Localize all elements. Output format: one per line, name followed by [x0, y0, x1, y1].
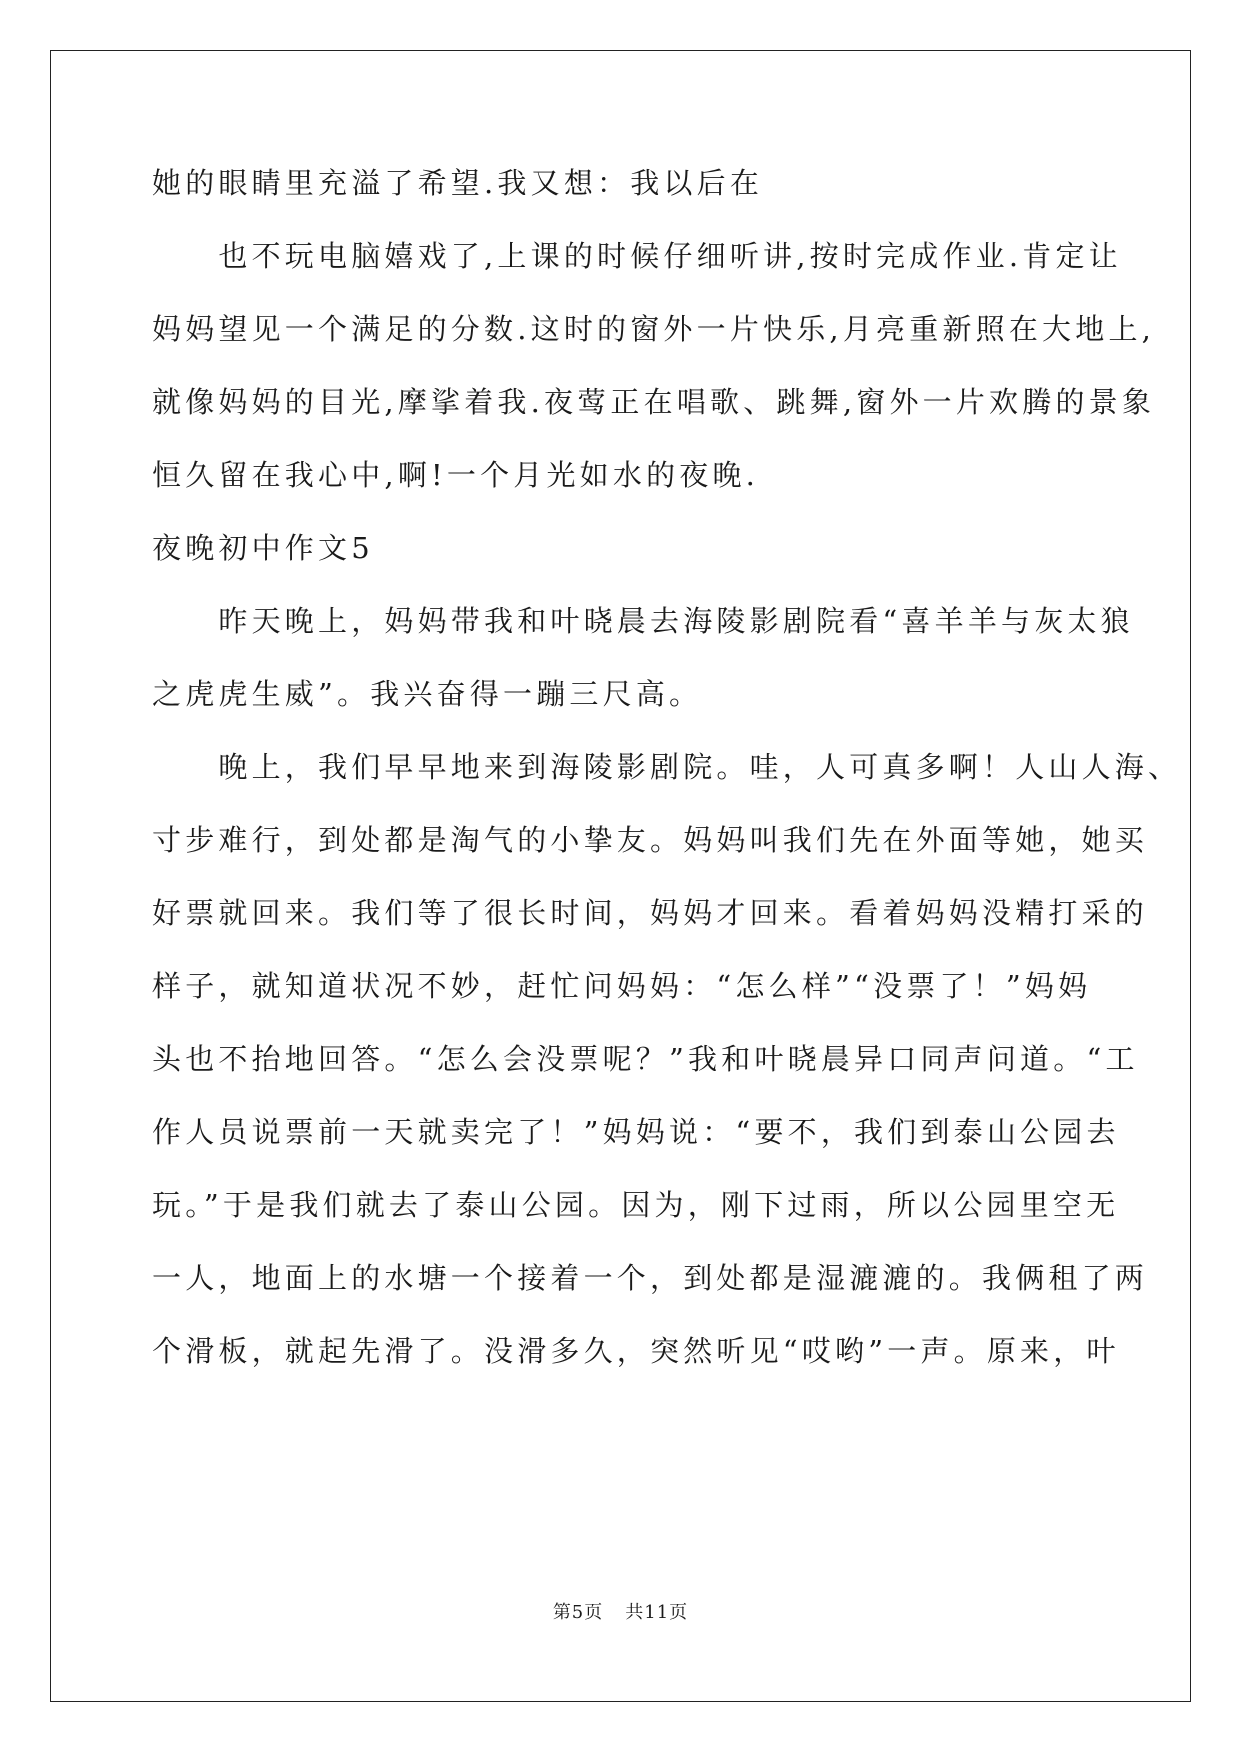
page-total: 共11页: [625, 1602, 689, 1623]
page-border: [50, 50, 1191, 1702]
text-line: 好票就回来。我们等了很长时间，妈妈才回来。看着妈妈没精打采的: [152, 896, 1149, 930]
section-heading: 夜晚初中作文5: [152, 531, 374, 565]
text-line: 之虎虎生威”。我兴奋得一蹦三尺高。: [152, 677, 703, 711]
page-footer: [0, 1598, 1241, 1624]
text-line: 就像妈妈的目光,摩挲着我.夜莺正在唱歌、跳舞,窗外一片欢腾的景象: [152, 385, 1156, 419]
text-line: 晚上，我们早早地来到海陵影剧院。哇，人可真多啊！人山人海、: [152, 750, 1182, 784]
text-line: 昨天晚上，妈妈带我和叶晓晨去海陵影剧院看“喜羊羊与灰太狼: [152, 604, 1134, 638]
text-line: 也不玩电脑嬉戏了,上课的时候仔细听讲,按时完成作业.肯定让: [152, 239, 1122, 273]
text-line: 作人员说票前一天就卖完了！”妈妈说：“要不，我们到泰山公园去: [152, 1115, 1120, 1149]
text-line: 恒久留在我心中,啊!一个月光如水的夜晚.: [152, 458, 760, 492]
text-line: 玩。”于是我们就去了泰山公园。因为，刚下过雨，所以公园里空无: [152, 1188, 1120, 1222]
text-line: 寸步难行，到处都是淘气的小挚友。妈妈叫我们先在外面等她，她买: [152, 823, 1149, 857]
text-line: 头也不抬地回答。“怎么会没票呢？”我和叶晓晨异口同声问道。“工: [152, 1042, 1139, 1076]
text-line: 一人，地面上的水塘一个接着一个，到处都是湿漉漉的。我俩租了两: [152, 1261, 1149, 1295]
text-line: 样子，就知道状况不妙，赶忙问妈妈：“怎么样”“没票了！”妈妈: [152, 969, 1092, 1003]
text-line: 她的眼睛里充溢了希望.我又想：我以后在: [152, 166, 764, 200]
page-number: 第5页: [552, 1602, 604, 1623]
text-line: 妈妈望见一个满足的分数.这时的窗外一片快乐,月亮重新照在大地上,: [152, 312, 1156, 346]
text-line: 个滑板，就起先滑了。没滑多久，突然听见“哎哟”一声。原来，叶: [152, 1334, 1120, 1368]
